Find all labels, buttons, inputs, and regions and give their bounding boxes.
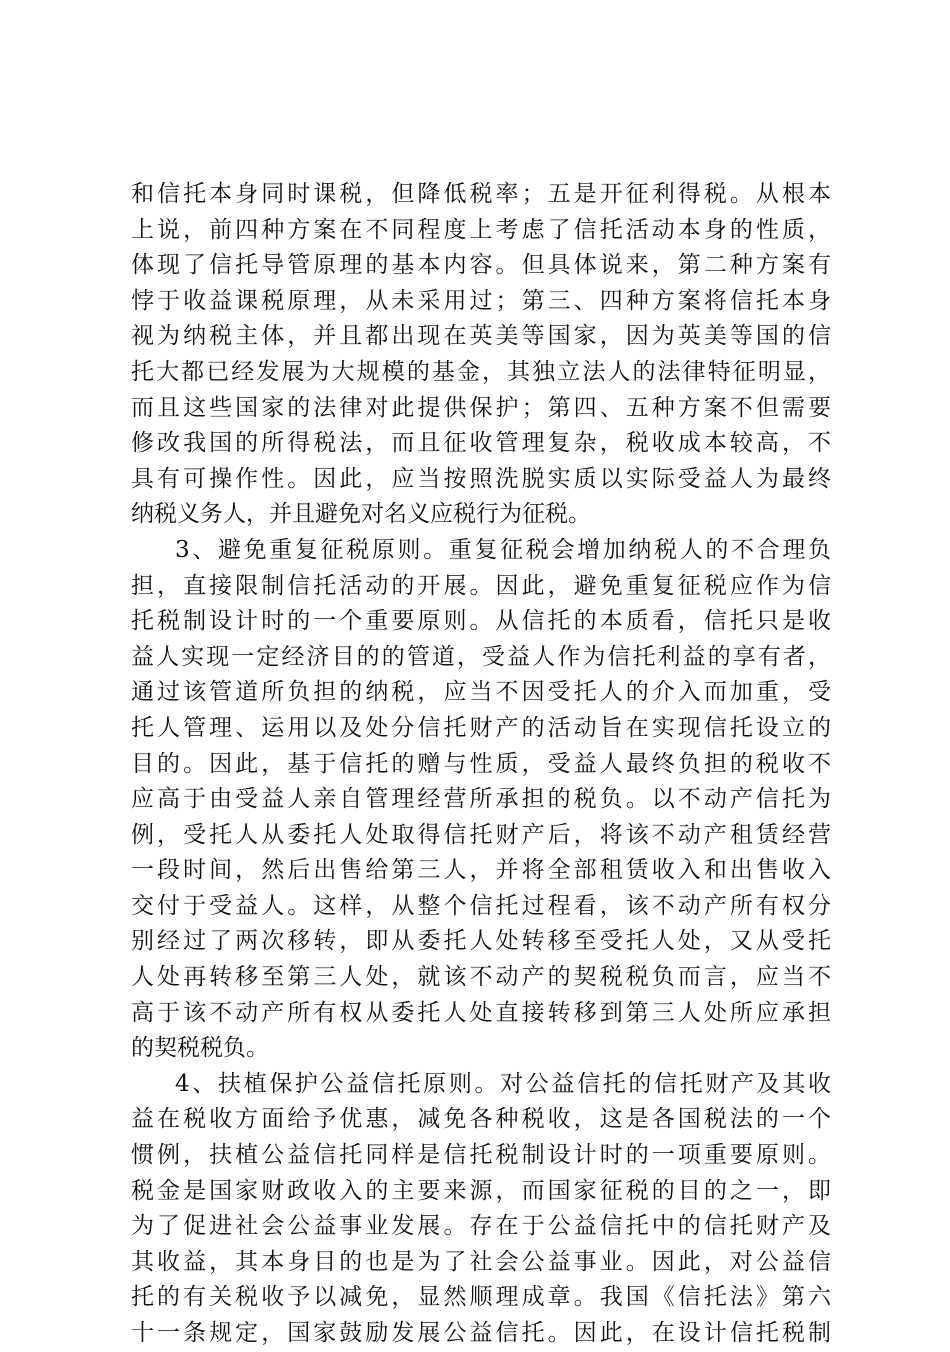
text-line: 托税制设计时的一个重要原则。从信托的本质看，信托只是收: [131, 608, 831, 635]
text-line: 托人管理、运用以及处分信托财产的活动旨在实现信托设立的: [131, 714, 831, 741]
text-line: 税金是国家财政收入的主要来源，而国家征税的目的之一，即: [131, 1177, 831, 1204]
text-line: 3、避免重复征税原则。重复征税会增加纳税人的不合理负: [175, 536, 831, 563]
text-line: 担，直接限制信托活动的开展。因此，避免重复征税应作为信: [131, 572, 831, 599]
text-line: 视为纳税主体，并且都出现在英美等国家，因为英美等国的信: [131, 323, 831, 350]
text-line: 悖于收益课税原理，从未采用过；第三、四种方案将信托本身: [131, 287, 831, 314]
text-line: 纳税义务人，并且避免对名义应税行为征税。: [131, 501, 591, 528]
text-line: 体现了信托导管原理的基本内容。但具体说来，第二种方案有: [131, 252, 831, 279]
text-line: 交付于受益人。这样，从整个信托过程看，该不动产所有权分: [131, 892, 831, 919]
text-line: 4、扶植保护公益信托原则。对公益信托的信托财产及其收: [175, 1070, 831, 1097]
text-line: 而且这些国家的法律对此提供保护；第四、五种方案不但需要: [131, 394, 831, 421]
text-line: 高于该不动产所有权从委托人处直接转移到第三人处所应承担: [131, 999, 831, 1026]
text-line: 为了促进社会公益事业发展。存在于公益信托中的信托财产及: [131, 1213, 831, 1240]
text-line: 其收益，其本身目的也是为了社会公益事业。因此，对公益信: [131, 1248, 831, 1275]
text-line: 益在税收方面给予优惠，减免各种税收，这是各国税法的一个: [131, 1106, 831, 1133]
text-line: 人处再转移至第三人处，就该不动产的契税税负而言，应当不: [131, 964, 831, 991]
text-line: 具有可操作性。因此，应当按照洗脱实质以实际受益人为最终: [131, 465, 831, 492]
text-line: 和信托本身同时课税，但降低税率；五是开征利得税。从根本: [131, 181, 831, 207]
text-line: 十一条规定，国家鼓励发展公益信托。因此，在设计信托税制: [131, 1320, 831, 1346]
text-line: 一段时间，然后出售给第三人，并将全部租赁收入和出售收入: [131, 857, 831, 884]
text-line: 例，受托人从委托人处取得信托财产后，将该不动产租赁经营: [131, 821, 831, 848]
text-line: 通过该管道所负担的纳税，应当不因受托人的介入而加重，受: [131, 679, 831, 706]
text-line: 的契税税负。: [131, 1035, 269, 1062]
text-line: 别经过了两次移转，即从委托人处转移至受托人处，又从受托: [131, 928, 831, 955]
body-text: [131, 177, 831, 1352]
text-line: 目的。因此，基于信托的赠与性质，受益人最终负担的税收不: [131, 750, 831, 777]
text-line: 托的有关税收予以减免，显然顺理成章。我国《信托法》第六: [131, 1284, 831, 1311]
text-line: 修改我国的所得税法，而且征收管理复杂，税收成本较高，不: [131, 430, 831, 457]
text-line: 托大都已经发展为大规模的基金，其独立法人的法律特征明显，: [131, 358, 831, 385]
text-line: 应高于由受益人亲自管理经营所承担的税负。以不动产信托为: [131, 786, 831, 813]
text-line: 益人实现一定经济目的的管道，受益人作为信托利益的享有者，: [131, 643, 831, 670]
text-line: 上说，前四种方案在不同程度上考虑了信托活动本身的性质，: [131, 216, 831, 243]
text-line: 惯例，扶植公益信托同样是信托税制设计时的一项重要原则。: [131, 1142, 831, 1169]
